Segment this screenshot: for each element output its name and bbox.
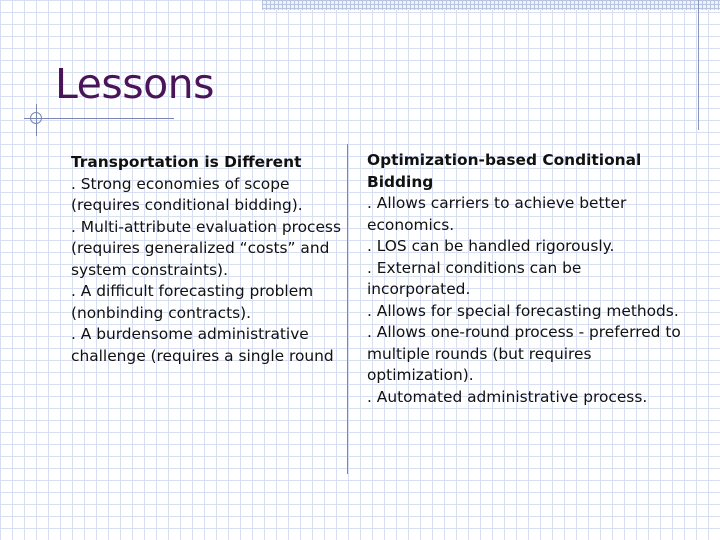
right-column-item: . External conditions can be incorporated. xyxy=(367,258,582,298)
right-column-item: . Allows for special forecasting methods. xyxy=(367,301,679,320)
left-column-item: . Strong economies of scope (requires conditional bidding). xyxy=(71,174,303,214)
right-column-item: . LOS can be handled rigorously. xyxy=(367,237,615,255)
title-underline xyxy=(24,118,174,119)
right-column xyxy=(367,150,682,408)
right-column-heading: Optimization-based Conditional Bidding xyxy=(367,151,642,191)
left-column-item: . A burdensome administrative challenge (requires a single round xyxy=(71,325,334,365)
left-column-item: . Multi-attribute evaluation process (requires generalized “costs” and system constraints). xyxy=(71,217,341,279)
left-column xyxy=(71,152,346,367)
right-column-item: . Allows one-round process - preferred to multiple rounds (but requires optimization). xyxy=(367,323,681,384)
column-divider xyxy=(347,144,348,474)
decorative-vertical-rule xyxy=(698,0,699,130)
right-column-item: . Allows carriers to achieve better economics. xyxy=(367,194,627,234)
crosshair-ornament-icon xyxy=(30,112,42,124)
slide-title: Lessons xyxy=(55,60,214,108)
left-column-heading: Transportation is Different xyxy=(71,153,302,171)
right-column-item: . Automated administrative process. xyxy=(367,387,648,406)
header-decorative-band xyxy=(262,0,720,10)
left-column-item: . A difficult forecasting problem (nonbinding contracts). xyxy=(71,282,314,322)
